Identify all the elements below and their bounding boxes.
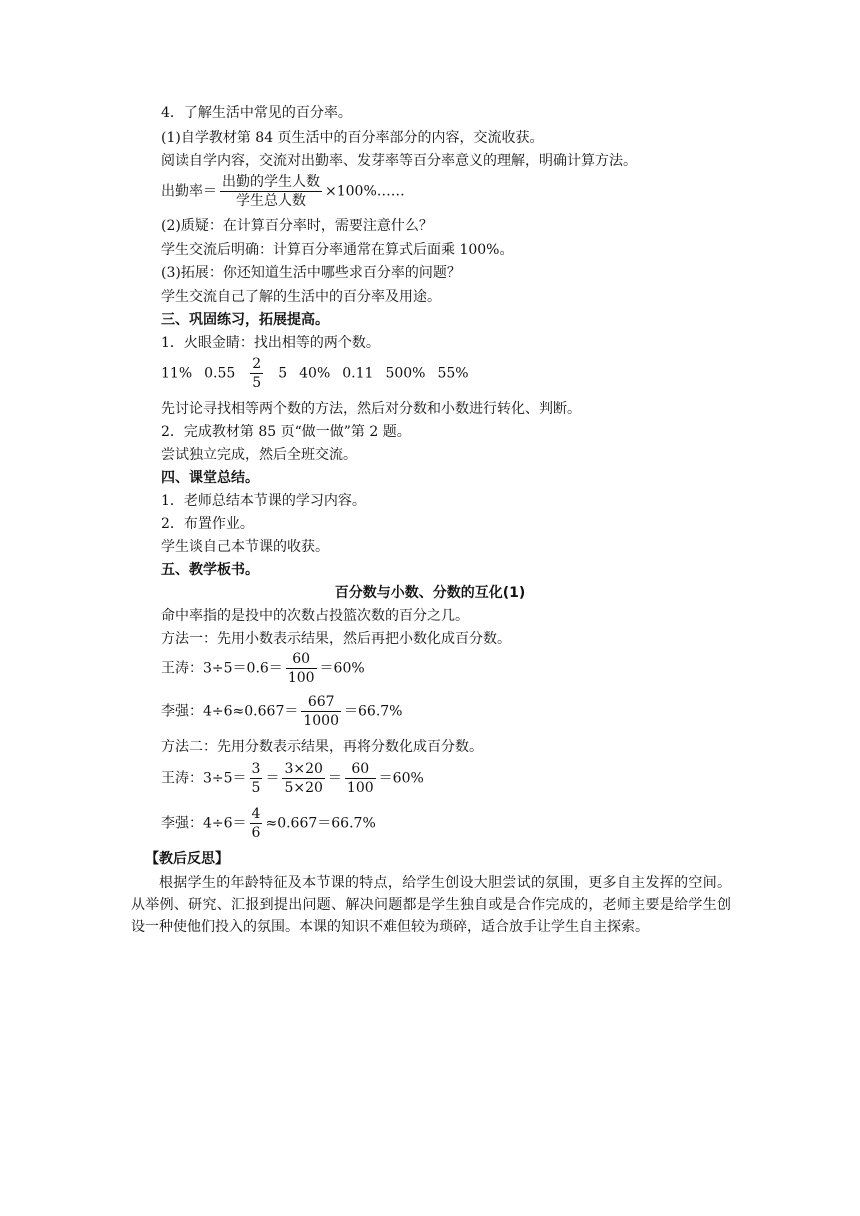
text-line: (1)自学教材第 84 页生活中的百分率部分的内容，交流收获。	[161, 130, 544, 146]
equation-wangtao-2	[161, 760, 424, 797]
section-4-heading: 四、课堂总结。	[161, 470, 259, 486]
fraction-denominator: 1000	[303, 713, 339, 729]
equation-prefix: 李强：4÷6＝	[161, 815, 247, 832]
fraction	[345, 760, 376, 797]
fraction	[250, 805, 263, 842]
text-line: 2．布置作业。	[161, 516, 254, 532]
equation-liqiang-2	[161, 805, 376, 842]
text-line: 学生交流自己了解的生活中的百分率及用途。	[161, 289, 441, 305]
text-line: 2．完成教材第 85 页“做一做”第 2 题。	[161, 424, 411, 440]
number-item: 500%	[385, 365, 426, 382]
equals-sign: ＝	[265, 770, 280, 787]
number-item: 0.11	[342, 365, 374, 382]
fraction	[301, 693, 341, 730]
equation-prefix: 李强：4÷6≈0.667＝	[161, 703, 299, 720]
reflection-paragraph: 根据学生的年龄特征及本节课的特点，给学生创设大胆尝试的氛围，更多自主发挥的空间。从举例、研究、汇报到提出问题、解决问题都是学生独自或是合作完成的，老师主要是给学生创设一种使他们投入的氛围。本课的知识不难但较为琐碎，适合放手让学生自主探索。	[131, 875, 731, 935]
fraction-numerator: 60	[286, 650, 317, 669]
text-line: (3)拓展：你还知道生活中哪些求百分率的问题？	[161, 265, 461, 281]
number-item: 40%	[299, 365, 331, 382]
text-line: 1．火眼金睛：找出相等的两个数。	[161, 335, 380, 351]
equation-suffix: ＝60%	[319, 660, 365, 677]
section-3-heading: 三、巩固练习，拓展提高。	[161, 312, 329, 328]
fraction	[250, 355, 263, 392]
number-item: 5	[278, 365, 288, 382]
equation-suffix: ＝66.7%	[344, 703, 403, 720]
fraction	[282, 760, 324, 797]
fraction	[286, 650, 317, 687]
fraction-denominator: 学生总人数	[236, 193, 306, 209]
fraction-denominator: 100	[346, 780, 374, 796]
text-line: 先讨论寻找相等两个数的方法，然后对分数和小数进行转化、判断。	[161, 401, 581, 417]
fraction-numerator: 3×20	[284, 761, 323, 777]
equation-prefix: 王涛：3÷5＝0.6＝	[161, 660, 283, 677]
fraction-numerator: 3	[251, 761, 261, 777]
fraction-denominator: 100	[287, 670, 315, 686]
fraction-numerator: 60	[345, 760, 376, 779]
number-item: 55%	[437, 365, 469, 382]
method-1: 方法一：先用小数表示结果，然后再把小数化成百分数。	[161, 631, 511, 647]
number-list	[161, 355, 469, 392]
equation-liqiang-1	[161, 693, 402, 730]
text-line: 学生交流后明确：计算百分率通常在算式后面乘 100%。	[161, 242, 514, 258]
formula-suffix: ×100%……	[325, 183, 405, 200]
board-title: 百分数与小数、分数的互化(1)	[334, 585, 526, 601]
fraction-denominator: 5×20	[284, 780, 323, 796]
equals-sign: ＝	[327, 770, 342, 787]
fraction-numerator: 出勤的学生人数	[222, 174, 320, 190]
section-5-heading: 五、教学板书。	[161, 562, 259, 578]
text-line: (2)质疑：在计算百分率时，需要注意什么？	[161, 218, 433, 234]
fraction-denominator: 5	[252, 375, 262, 391]
fraction-numerator: 667	[301, 693, 341, 712]
fraction-numerator: 4	[251, 806, 261, 822]
equation-suffix: ＝60%	[378, 770, 424, 787]
text-line: 学生谈自己本节课的收获。	[161, 539, 329, 555]
attendance-formula	[161, 173, 405, 210]
formula-prefix: 出勤率＝	[161, 183, 217, 200]
equation-suffix: ≈0.667＝66.7%	[265, 815, 376, 832]
text-line: 1．老师总结本节课的学习内容。	[161, 493, 366, 509]
fraction-denominator: 6	[251, 825, 261, 841]
fraction-denominator: 5	[251, 780, 261, 796]
number-item: 0.55	[204, 365, 236, 382]
fraction	[250, 760, 263, 797]
equation-wangtao-1	[161, 650, 365, 687]
method-2: 方法二：先用分数表示结果，再将分数化成百分数。	[161, 739, 483, 755]
fraction	[220, 173, 322, 210]
number-item: 11%	[161, 365, 193, 382]
text-line: 尝试独立完成，然后全班交流。	[161, 447, 357, 463]
reflection-heading: 【教后反思】	[145, 851, 229, 867]
step-4-heading: 4．了解生活中常见的百分率。	[161, 105, 352, 121]
fraction-numerator: 2	[252, 356, 262, 372]
equation-prefix: 王涛：3÷5＝	[161, 770, 247, 787]
text-line: 命中率指的是投中的次数占投篮次数的百分之几。	[161, 608, 469, 624]
text-line: 阅读自学内容，交流对出勤率、发芽率等百分率意义的理解，明确计算方法。	[161, 153, 637, 169]
